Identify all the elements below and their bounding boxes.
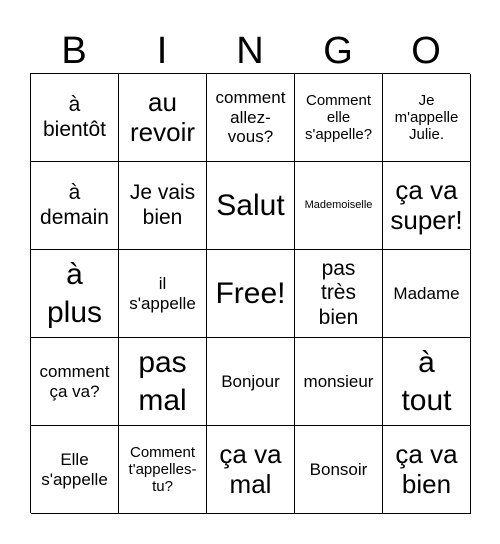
bingo-cell[interactable] (295, 426, 383, 514)
cell-text: pas mal (138, 346, 187, 417)
cell-text: à plus (46, 258, 103, 329)
cell-text: ça va super! (390, 174, 463, 235)
bingo-cell[interactable] (31, 426, 119, 514)
header-letter-b: B (61, 30, 87, 72)
bingo-cell[interactable] (119, 74, 207, 162)
cell-text: Je m'appelle Julie. (394, 91, 459, 144)
cell-text: Madame (393, 283, 460, 303)
cell-text: Bonjour (221, 371, 280, 391)
header-letter-o: O (411, 30, 441, 72)
cell-text: monsieur (303, 371, 374, 391)
bingo-header (30, 30, 470, 72)
bingo-cell[interactable] (119, 250, 207, 338)
cell-text: ça va mal (219, 438, 282, 499)
cell-text: Comment t'appelles- tu? (128, 443, 197, 496)
bingo-cell[interactable] (383, 162, 471, 250)
cell-text: à bientôt (42, 93, 107, 141)
bingo-cell[interactable] (295, 74, 383, 162)
cell-text: Elle s'appelle (41, 449, 108, 489)
header-letter-i: I (156, 30, 168, 72)
bingo-cell[interactable] (383, 250, 471, 338)
free-space[interactable] (207, 250, 295, 338)
cell-text: il s'appelle (129, 273, 196, 313)
header-letter-g: G (323, 30, 353, 72)
cell-text: pas très bien (318, 257, 359, 329)
cell-text: ça va bien (395, 438, 458, 499)
bingo-cell[interactable] (295, 338, 383, 426)
bingo-cell[interactable] (207, 74, 295, 162)
cell-text: Comment elle s'appelle? (304, 91, 373, 144)
cell-text: Je vais bien (129, 181, 196, 229)
bingo-cell[interactable] (207, 338, 295, 426)
bingo-cell[interactable] (31, 162, 119, 250)
bingo-cell[interactable] (31, 74, 119, 162)
bingo-cell[interactable] (383, 426, 471, 514)
bingo-cell[interactable] (119, 338, 207, 426)
bingo-cell[interactable] (383, 74, 471, 162)
cell-text: Mademoiselle (304, 199, 373, 212)
cell-text: comment allez- vous? (215, 88, 286, 147)
bingo-cell[interactable] (295, 162, 383, 250)
cell-text: comment ça va? (39, 361, 110, 401)
bingo-cell[interactable] (31, 250, 119, 338)
bingo-cell[interactable] (119, 426, 207, 514)
bingo-cell[interactable] (207, 426, 295, 514)
cell-text: à tout (401, 346, 452, 417)
bingo-cell[interactable] (31, 338, 119, 426)
bingo-card (30, 73, 470, 513)
bingo-cell[interactable] (295, 250, 383, 338)
cell-text: Free! (215, 276, 286, 310)
bingo-cell[interactable] (119, 162, 207, 250)
cell-text: au revoir (129, 86, 195, 147)
bingo-cell[interactable] (383, 338, 471, 426)
cell-text: Bonsoir (309, 459, 368, 479)
header-letter-n: N (236, 30, 264, 72)
cell-text: Salut (216, 188, 285, 222)
cell-text: à demain (40, 181, 109, 229)
bingo-cell[interactable] (207, 162, 295, 250)
